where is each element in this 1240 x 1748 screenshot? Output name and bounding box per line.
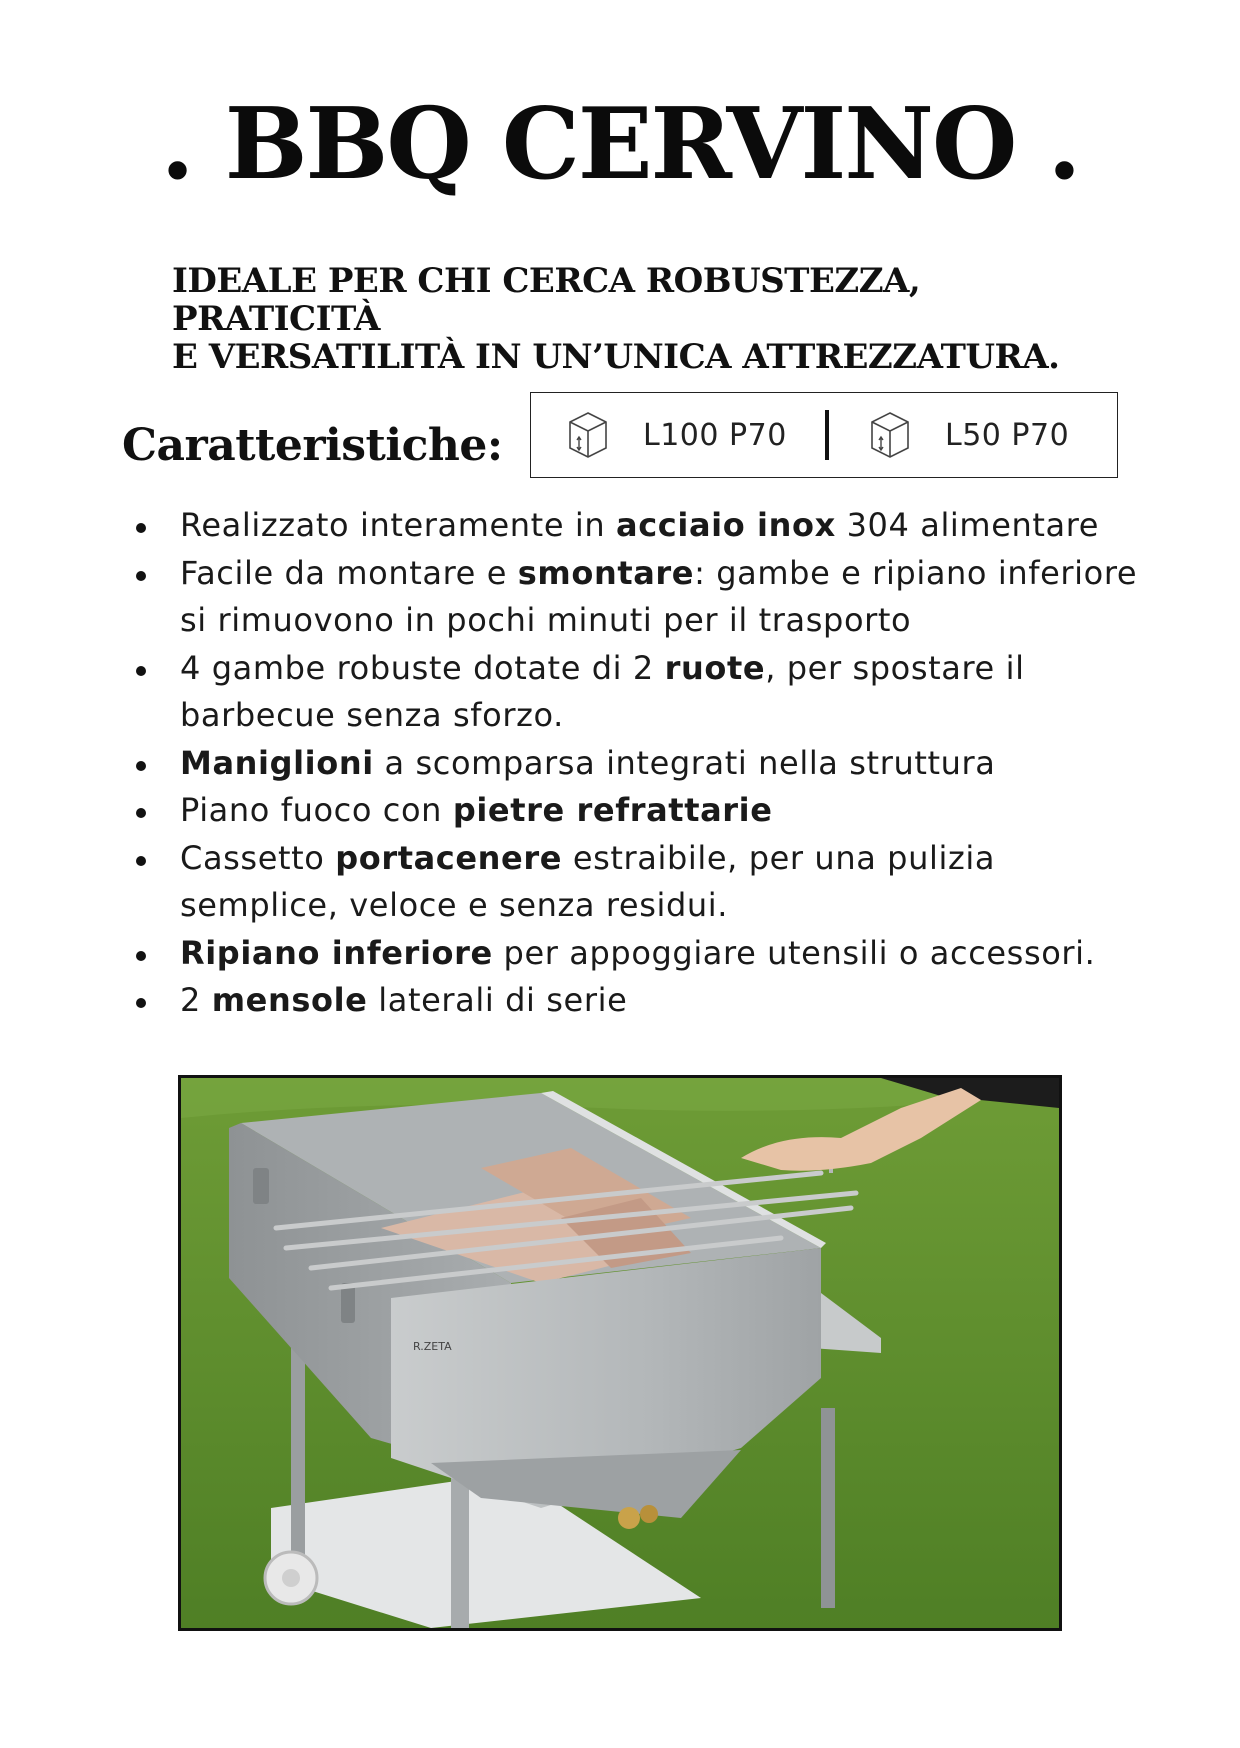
tagline-line-2: E VERSATILITÀ IN UN’UNICA ATTREZZATURA. <box>172 337 1060 377</box>
list-item: Ripiano inferiore per appoggiare utensili o accessori. <box>130 930 1140 978</box>
box-dimensions-icon <box>869 410 911 460</box>
box-dimensions-icon <box>567 410 609 460</box>
list-item: Realizzato interamente in acciaio inox 304 alimentare <box>130 502 1140 550</box>
product-photo <box>178 1075 1062 1631</box>
dimension-label: L100 P70 <box>643 417 787 453</box>
list-item: Maniglioni a scomparsa integrati nella struttura <box>130 740 1140 788</box>
brand-mark: R.ZETA <box>413 1340 452 1353</box>
list-item: 2 mensole laterali di serie <box>130 977 1140 1025</box>
dimension-label: L50 P70 <box>945 417 1070 453</box>
list-item: Facile da montare e smontare: gambe e ripiano inferiore si rimuovono in pochi minuti per il trasporto <box>130 550 1140 645</box>
list-item: 4 gambe robuste dotate di 2 ruote, per spostare il barbecue senza sforzo. <box>130 645 1140 740</box>
page-title: . BBQ CERVINO . <box>160 87 1080 202</box>
tagline-line-1: IDEALE PER CHI CERCA ROBUSTEZZA, PRATICITÀ <box>172 261 921 339</box>
features-list <box>130 502 1140 1025</box>
dimension-option-2 <box>829 393 1069 477</box>
features-heading: Caratteristiche: <box>122 420 503 471</box>
dimensions-box <box>530 392 1118 478</box>
dimension-option-1 <box>531 393 825 477</box>
list-item: Piano fuoco con pietre refrattarie <box>130 787 1140 835</box>
bbq-illustration <box>181 1078 1059 1628</box>
list-item: Cassetto portacenere estraibile, per una pulizia semplice, veloce e senza residui. <box>130 835 1140 930</box>
tagline <box>172 262 1122 376</box>
